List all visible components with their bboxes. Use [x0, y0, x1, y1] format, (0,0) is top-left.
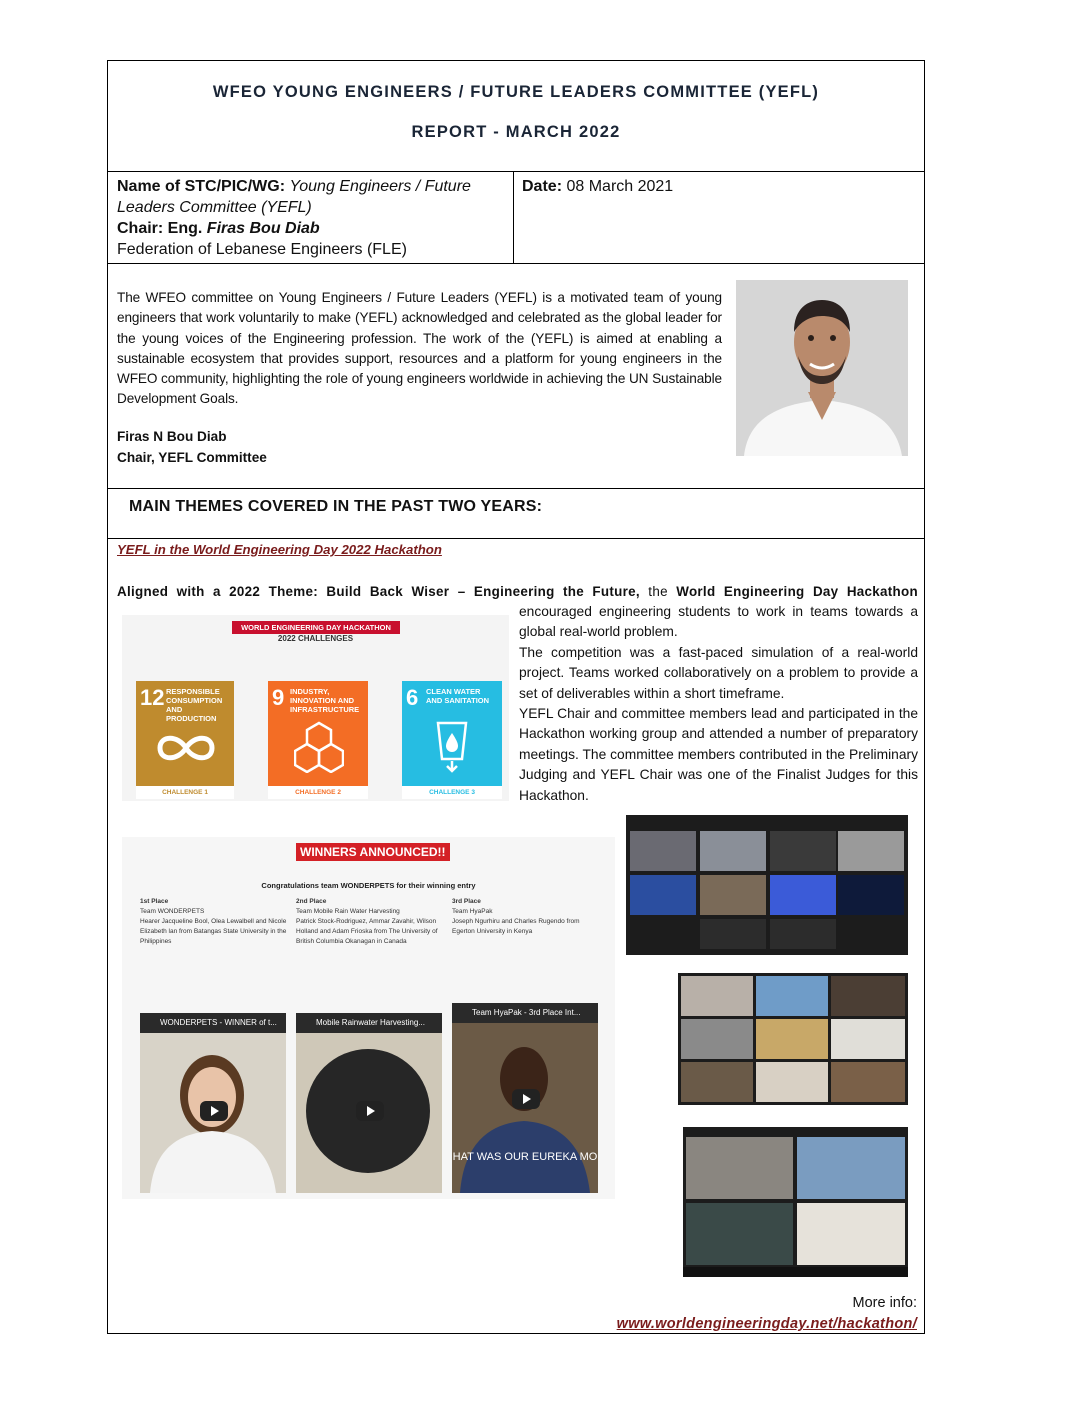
video-grid — [678, 973, 908, 1105]
paragraph-3: YEFL Chair and committee members lead and participated in the Hackathon working group and attended a number of preparatory meetings. The committee members contributed in the Preliminary Judging and YEFL Chair was one of the Finalist Judges for this Hackathon. — [519, 706, 918, 803]
card-footer: CHALLENGE 3 — [402, 786, 502, 799]
place-team: Team WONDERPETS — [140, 908, 205, 915]
card-footer: CHALLENGE 2 — [268, 786, 368, 799]
place-details: Patrick Stock-Rodriguez, Ammar Zavahir, Wilson Holland and Adam Frioska from The University of British Columbia Okanagan in Canada — [296, 918, 438, 945]
card-label: RESPONSIBLE CONSUMPTION AND PRODUCTION — [166, 687, 223, 723]
second-place-info — [296, 897, 446, 947]
winner-video-1[interactable] — [140, 1013, 286, 1193]
place-details: Joseph Ngurhiru and Charles Rugendo from Egerton University in Kenya — [452, 918, 580, 935]
themes-heading: MAIN THEMES COVERED IN THE PAST TWO YEARS: — [129, 498, 543, 515]
infinity-icon — [154, 731, 218, 765]
aligned-suffix: World Engineering Day Hackathon — [676, 584, 918, 599]
chair-name: Firas Bou Diab — [206, 220, 320, 237]
aligned-mid: the — [639, 584, 677, 599]
name-value-line2: Leaders Committee (YEFL) — [117, 199, 312, 216]
water-glass-icon — [434, 719, 470, 773]
zoom-meeting-screenshot-1 — [626, 815, 908, 955]
divider — [108, 488, 924, 489]
chair-portrait-photo — [736, 280, 908, 456]
play-icon[interactable] — [356, 1101, 384, 1121]
divider — [108, 171, 924, 172]
cubes-icon — [294, 721, 344, 773]
hackathon-description — [519, 602, 918, 806]
video-title: Mobile Rainwater Harvesting... — [296, 1013, 442, 1033]
place-team: Team Mobile Rain Water Harvesting — [296, 908, 400, 915]
paragraph-2: The competition was a fast-paced simulation of a real-world project. Teams worked collaboratively on a problem to provide a set of deliverables within a short timeframe. — [519, 644, 918, 701]
intro-paragraph: The WFEO committee on Young Engineers / Future Leaders (YEFL) is a motivated team of young engineers that work voluntarily to make (YEFL) acknowledged and celebrated as the global leader for the young voices of the Engineering profession. The work of the (YEFL) is aimed at enabling a sustainable ecosystem that provides support, resources and a platform for young engineers in the WFEO community, highlighting the role of young engineers worldwide in achieving the UN Sustainable Development Goals. — [117, 290, 723, 407]
place-title: 1st Place — [140, 898, 169, 905]
zoom-meeting-screenshot-2 — [678, 973, 908, 1105]
challenge-card-2 — [268, 681, 368, 799]
federation: Federation of Lebanese Engineers (FLE) — [117, 241, 407, 258]
hackathon-section-link[interactable]: YEFL in the World Engineering Day 2022 Hackathon — [117, 542, 442, 557]
divider — [108, 538, 924, 539]
video-grid — [683, 1127, 908, 1277]
video-grid — [626, 815, 908, 955]
zoom-meeting-screenshot-3 — [683, 1127, 908, 1277]
winners-congrats: Congratulations team WONDERPETS for their winning entry — [261, 881, 476, 890]
divider — [108, 263, 924, 264]
report-subtitle: REPORT - MARCH 2022 — [411, 123, 621, 141]
divider — [513, 171, 514, 263]
date-value: 08 March 2021 — [566, 178, 674, 195]
signature-name: Firas N Bou Diab — [117, 429, 227, 444]
card-number: 9 — [272, 685, 285, 710]
report-frame — [107, 60, 925, 1334]
aligned-line — [117, 584, 918, 599]
signature-title: Chair, YEFL Committee — [117, 450, 267, 465]
committee-name-cell: Name of STC/PIC/WG: Young Engineers / Future Leaders Committee (YEFL) Chair: Eng. Firas Bou Diab Federation of Lebanese Engineers (FLE) — [117, 178, 471, 258]
play-icon[interactable] — [512, 1089, 540, 1109]
place-details: Hearer Jacqueline Bool, Olea Lewalbell and Nicole Elizabeth lan from Batangas State University in the Philippines — [140, 918, 287, 945]
third-place-info — [452, 897, 602, 937]
date-label: Date — [522, 178, 557, 195]
more-info-label: More info: — [852, 1295, 917, 1311]
portrait-illustration — [736, 280, 908, 456]
report-title: WFEO YOUNG ENGINEERS / FUTURE LEADERS COMMITTEE (YEFL) — [212, 83, 820, 101]
chair-label: Chair: Eng. — [117, 220, 203, 237]
video-caption: HAT WAS OUR EUREKA MO — [452, 1151, 598, 1163]
video-title: WONDERPETS - WINNER of t... — [140, 1013, 286, 1033]
place-title: 3rd Place — [452, 898, 481, 905]
card-number: 12 — [140, 685, 165, 710]
card-label: CLEAN WATER AND SANITATION — [426, 687, 490, 705]
card-number: 6 — [406, 685, 419, 710]
play-icon[interactable] — [200, 1101, 228, 1121]
winner-video-2[interactable] — [296, 1013, 442, 1193]
card-label: INDUSTRY, INNOVATION AND INFRASTRUCTURE — [290, 687, 360, 714]
card-footer: CHALLENGE 1 — [136, 786, 234, 799]
more-info-link[interactable]: www.worldengineeringday.net/hackathon/ — [616, 1316, 917, 1332]
place-title: 2nd Place — [296, 898, 327, 905]
winners-graphic — [122, 837, 615, 1199]
challenge-card-3 — [402, 681, 502, 799]
paragraph-1: encouraged engineering students to work in teams towards a global real-world problem. — [519, 604, 918, 640]
aligned-prefix: Aligned with a 2022 Theme: Build Back Wiser – Engineering the Future, — [117, 584, 640, 599]
name-label: Name of STC/PIC/WG — [117, 178, 280, 195]
first-place-info — [140, 897, 290, 947]
video-title: Team HyaPak - 3rd Place Int... — [452, 1003, 598, 1023]
challenges-banner — [232, 621, 400, 634]
challenge-card-1 — [136, 681, 234, 799]
banner-line-2: 2022 CHALLENGES — [277, 634, 354, 643]
name-value-line1: Young Engineers / Future — [289, 178, 471, 195]
place-team: Team HyaPak — [452, 908, 493, 915]
date-cell: Date: 08 March 2021 — [522, 178, 674, 195]
winner-video-3[interactable] — [452, 1003, 598, 1193]
banner-line-1: WORLD ENGINEERING DAY HACKATHON — [241, 623, 391, 632]
challenges-graphic — [122, 615, 509, 801]
winners-banner: WINNERS ANNOUNCED!! — [296, 843, 450, 861]
